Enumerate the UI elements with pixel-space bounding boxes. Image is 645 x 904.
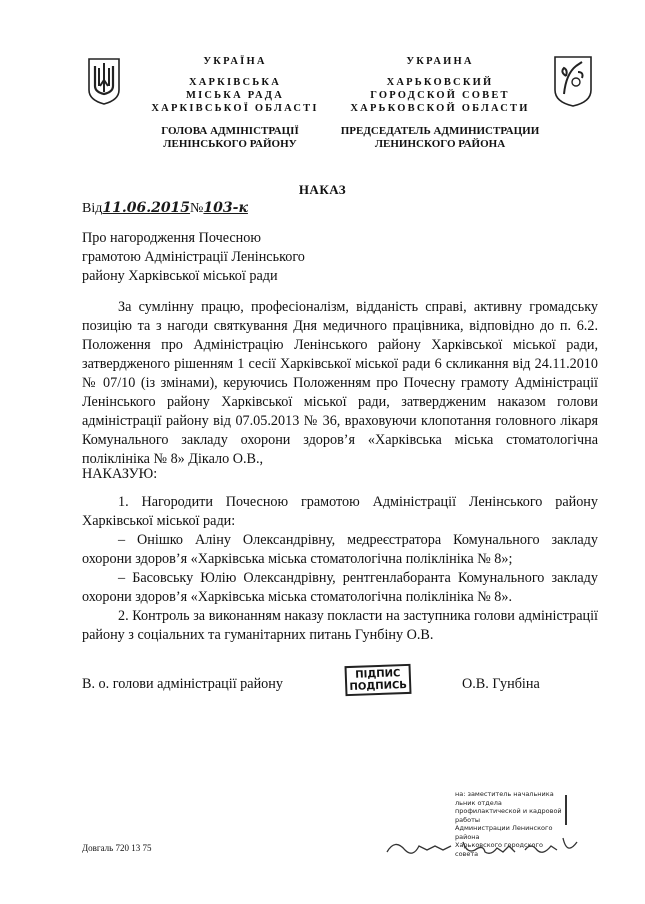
header-right-council-3: ХАРЬКОВСКОЙ ОБЛАСТИ <box>350 103 530 114</box>
header-left-council-2: МІСЬКА РАДА <box>185 90 284 101</box>
cert-line-5: Харьковского городского совета <box>455 841 543 858</box>
subject-line-1: Про нагородження Почесною <box>82 230 261 246</box>
preamble-paragraph: За сумлінну працю, професіоналізм, відданість справі, активну громадську позицію та з нагоди святкування Дня медичного працівника, відповідно до п. 6.2. Положення про Адміністрацію Ленінського району Харківської міської ради, затвердженого рішенням 1 сесії Харківської міської ради 6 скликання від 24.11.2010 № 07/10 (із змінами), керуючись Положенням про Почесну грамоту Адміністрації Ленінського району Харківської міської ради, затвердженим наказом голови адміністрації району від 07.05.2013 № 36, враховуючи клопотання головного лікаря Комунального закладу охорони здоров’я «Харківська міська стоматологічна поліклініка № 8» Дікало О.В., <box>82 299 598 467</box>
kharkiv-coat-of-arms-icon <box>552 54 594 108</box>
order-heading: НАКАЗУЮ: <box>82 466 158 482</box>
signer-title: В. о. голови адміністрації району <box>82 676 283 692</box>
header-right-country: УКРАИНА <box>406 56 474 67</box>
cert-line-2: льник отдела <box>455 798 502 807</box>
cert-line-3: профилактической и кадровой работы <box>455 807 562 824</box>
stamp-line-2: ПОДПИСЬ <box>349 679 408 693</box>
order-item-1: 1. Нагородити Почесною грамотою Адміністрації Ленінського району Харківської міської ради: <box>82 494 598 529</box>
header-left-council-1: ХАРКІВСЬКА <box>188 77 281 88</box>
header-right-council-1: ХАРЬКОВСКИЙ <box>386 77 494 88</box>
date-prefix: Від <box>82 201 103 216</box>
subject-line-3: району Харківської міської ради <box>82 268 278 284</box>
footer-contact: Довгаль 720 13 75 <box>82 843 152 853</box>
signer-name: О.В. Гунбіна <box>462 676 540 692</box>
cert-line-4: Администрации Ленинского района <box>455 824 553 841</box>
certification-signature <box>385 832 585 860</box>
cert-vertical-bar <box>565 795 567 825</box>
signature-stamp <box>344 664 411 696</box>
header-left-position-2: ЛЕНІНСЬКОГО РАЙОНУ <box>163 138 297 150</box>
awardee-2: – Басовську Юлію Олександрівну, рентгенлаборанта Комунального закладу охорони здоров’я «Харківська міська стоматологічна поліклініка № 8». <box>82 570 598 605</box>
cert-line-1: на: заместитель начальника <box>455 790 554 798</box>
header-right-position-1: ПРЕДСЕДАТЕЛЬ АДМИНИСТРАЦИИ <box>340 125 540 137</box>
date-number-line <box>82 200 248 217</box>
header-left-position-1: ГОЛОВА АДМІНІСТРАЦІЇ <box>161 125 299 137</box>
header-right-council-2: ГОРОДСКОЙ СОВЕТ <box>370 90 510 101</box>
header-left-country: УКРАЇНА <box>203 56 267 67</box>
header-left-council-3: ХАРКІВСЬКОЇ ОБЛАСТІ <box>151 103 319 114</box>
awardee-1: – Онішко Аліну Олександрівну, медреєстратора Комунального закладу охорони здоров’я «Харківська міська стоматологічна поліклініка № 8»; <box>82 532 598 567</box>
stamp-line-1: ПІДПИС <box>355 668 401 681</box>
ukraine-trident-emblem-icon <box>86 56 122 106</box>
handwritten-date: 11.06.2015 <box>102 200 191 216</box>
header-right-position-2: ЛЕНИНСКОГО РАЙОНА <box>374 138 506 150</box>
subject-line-2: грамотою Адміністрації Ленінського <box>82 249 305 265</box>
document-title: НАКАЗ <box>298 182 347 197</box>
number-prefix: № <box>190 201 204 216</box>
handwritten-number: 103-к <box>203 200 248 216</box>
order-item-2: 2. Контроль за виконанням наказу покласти на заступника голови адміністрації району з соціальних та гуманітарних питань Гунбіну О.В. <box>82 608 598 643</box>
